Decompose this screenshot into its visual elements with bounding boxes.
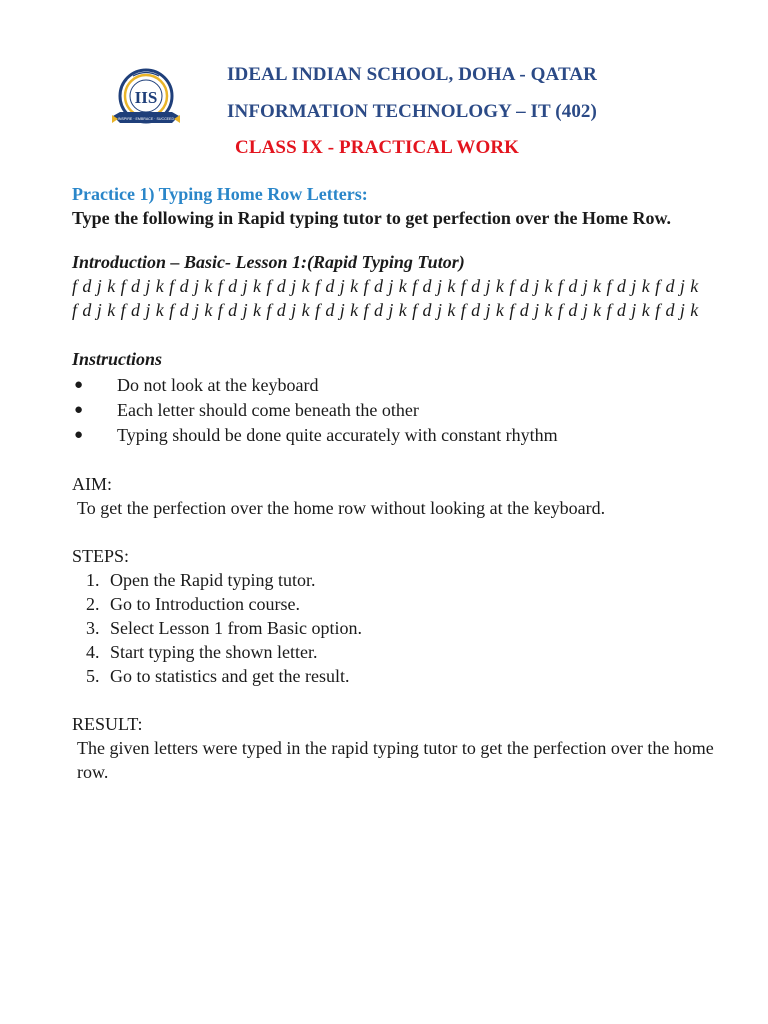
logo-initials: IIS: [134, 88, 158, 107]
list-item: [72, 398, 717, 423]
instruction-text: Do not look at the keyboard: [117, 375, 319, 395]
list-item: [72, 664, 717, 688]
step-text: Open the Rapid typing tutor.: [110, 570, 316, 590]
steps-heading: STEPS:: [72, 546, 130, 566]
list-item: [72, 640, 717, 664]
step-number: 2.: [86, 594, 100, 614]
list-item: [72, 592, 717, 616]
school-logo-icon: [108, 66, 184, 132]
instruction-text: Each letter should come beneath the other: [117, 400, 419, 420]
practice-description: Type the following in Rapid typing tutor to get perfection over the Home Row.: [72, 208, 671, 228]
bullet-dot-icon: ●: [74, 402, 84, 418]
list-item: [72, 423, 717, 448]
result-heading: RESULT:: [72, 714, 143, 734]
step-number: 5.: [86, 666, 100, 686]
subject-heading: INFORMATION TECHNOLOGY – IT (402): [227, 101, 597, 122]
steps-list: [72, 568, 717, 688]
instruction-text: Typing should be done quite accurately with constant rhythm: [117, 425, 558, 445]
list-item: [72, 616, 717, 640]
step-number: 4.: [86, 642, 100, 662]
school-name-heading: IDEAL INDIAN SCHOOL, DOHA - QATAR: [227, 64, 597, 85]
drill-line-1: f d j k f d j k f d j k f d j k f d j k f d j k f d j k f d j k f d j k f d j k f d j k f d j k f d j k: [72, 276, 699, 296]
instructions-heading: Instructions: [72, 349, 163, 369]
aim-heading: AIM:: [72, 474, 112, 494]
step-number: 3.: [86, 618, 100, 638]
step-number: 1.: [86, 570, 100, 590]
bullet-dot-icon: ●: [74, 377, 84, 393]
aim-text: To get the perfection over the home row without looking at the keyboard.: [77, 498, 606, 518]
result-text: The given letters were typed in the rapid typing tutor to get the perfection over the home row.: [77, 738, 714, 782]
logo-ribbon-text: INSPIRE · EMBRACE · SUCCEED: [117, 117, 175, 121]
step-text: Start typing the shown letter.: [110, 642, 318, 662]
list-item: [72, 373, 717, 398]
step-text: Go to statistics and get the result.: [110, 666, 350, 686]
instructions-list: [72, 373, 717, 448]
step-text: Select Lesson 1 from Basic option.: [110, 618, 362, 638]
class-title-heading: CLASS IX - PRACTICAL WORK: [235, 137, 520, 158]
lesson-title: Introduction – Basic- Lesson 1:(Rapid Typing Tutor): [72, 252, 465, 272]
bullet-dot-icon: ●: [74, 427, 84, 443]
step-text: Go to Introduction course.: [110, 594, 300, 614]
document-body: [72, 182, 717, 784]
drill-line-2: f d j k f d j k f d j k f d j k f d j k f d j k f d j k f d j k f d j k f d j k f d j k f d j k f d j k: [72, 300, 699, 320]
practice-title: Practice 1) Typing Home Row Letters:: [72, 184, 368, 204]
list-item: [72, 568, 717, 592]
